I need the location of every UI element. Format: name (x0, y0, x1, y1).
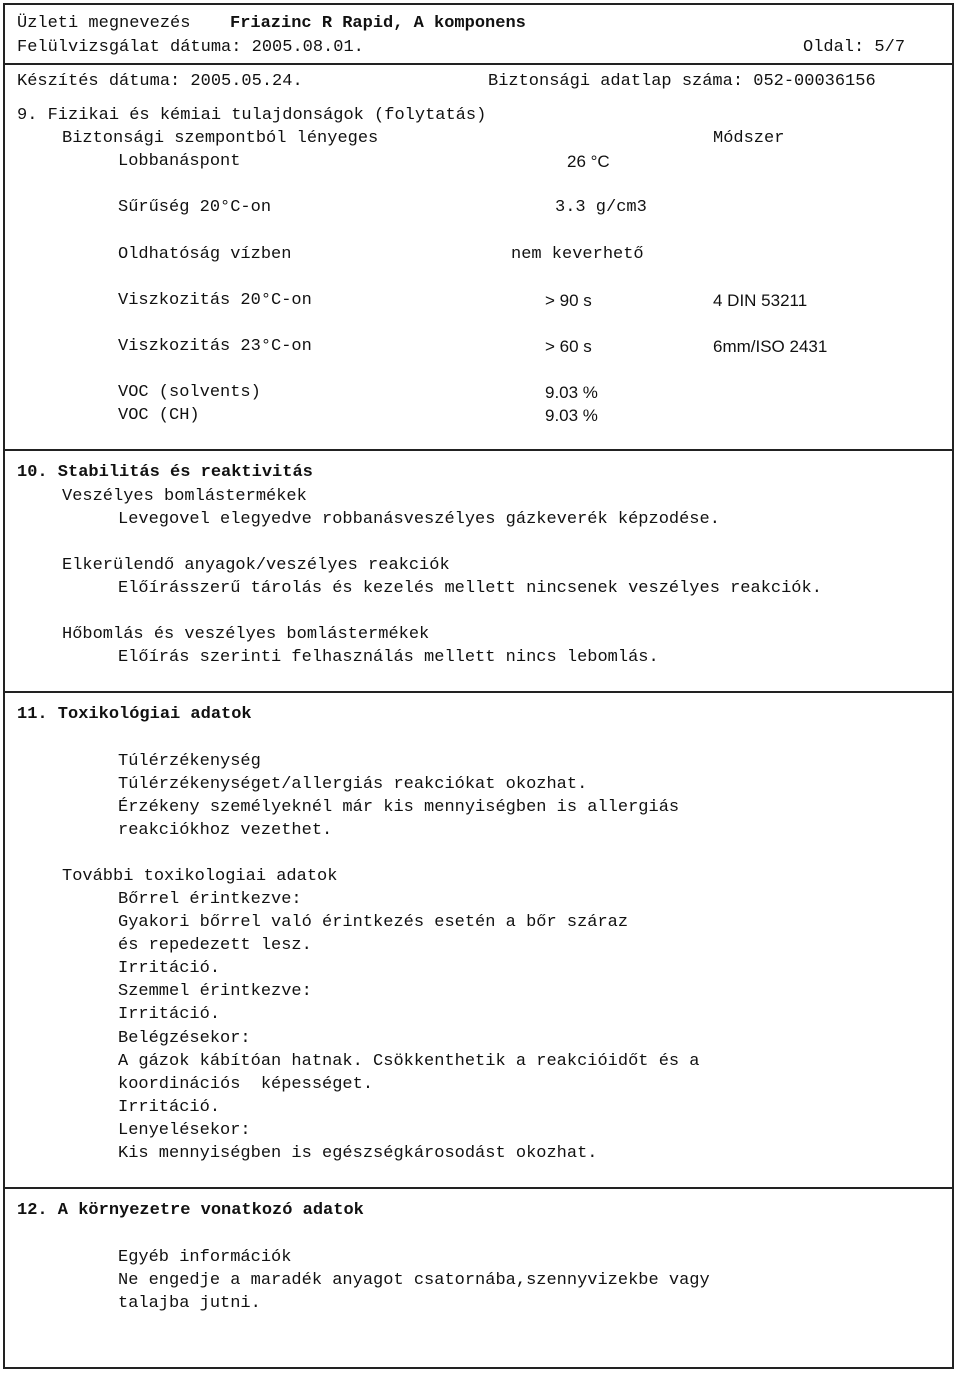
subsection-text: Előírásszerű tárolás és kezelés mellett nincsenek veszélyes reakciók. (118, 579, 822, 598)
property-name: Oldhatóság vízben (118, 245, 292, 264)
subsection-heading: Elkerülendő anyagok/veszélyes reakciók (62, 556, 450, 575)
section9-title: 9. Fizikai és kémiai tulajdonságok (folytatás) (17, 106, 487, 125)
section10-title: 10. Stabilitás és reaktivitás (17, 463, 313, 482)
property-value: nem keverhető (511, 245, 644, 264)
property-name: Viszkozitás 20°C-on (118, 291, 312, 310)
text-line: Érzékeny személyeknél már kis mennyiségben is allergiás (118, 798, 680, 817)
section9-subtitle: Biztonsági szempontból lényeges (62, 129, 379, 148)
created-date: Készítés dátuma: 2005.05.24. (17, 72, 303, 91)
text-line: Gyakori bőrrel való érintkezés esetén a bőr száraz (118, 913, 629, 932)
property-value: > 90 s (545, 291, 592, 310)
property-value: > 60 s (545, 337, 592, 356)
product-label: Üzleti megnevezés (17, 14, 191, 33)
text-line: Bőrrel érintkezve: (118, 890, 302, 909)
section-divider (3, 1187, 954, 1189)
property-value: 3.3 g/cm3 (555, 198, 647, 217)
text-line: A gázok kábítóan hatnak. Csökkenthetik a reakcióidőt és a (118, 1052, 700, 1071)
method-header: Módszer (713, 129, 785, 148)
property-name: Lobbanáspont (118, 152, 241, 171)
subsection-heading: Túlérzékenység (118, 752, 261, 771)
subsection-heading: További toxikologiai adatok (62, 867, 338, 886)
property-value: 9.03 % (545, 406, 598, 425)
text-line: Belégzésekor: (118, 1029, 251, 1048)
property-value: 9.03 % (545, 383, 598, 402)
text-line: Lenyelésekor: (118, 1121, 251, 1140)
subsection-text: Levegovel elegyedve robbanásveszélyes gázkeverék képzodése. (118, 510, 720, 529)
text-line: és repedezett lesz. (118, 936, 312, 955)
section11-title: 11. Toxikológiai adatok (17, 705, 252, 724)
text-line: Ne engedje a maradék anyagot csatornába,szennyvizekbe vagy (118, 1271, 710, 1290)
subsection-heading: Hőbomlás és veszélyes bomlástermékek (62, 625, 430, 644)
property-name: VOC (CH) (118, 406, 200, 425)
section12-title: 12. A környezetre vonatkozó adatok (17, 1201, 364, 1220)
property-value: 26 °C (567, 152, 610, 171)
subsection-heading: Veszélyes bomlástermékek (62, 487, 307, 506)
text-line: reakciókhoz vezethet. (118, 821, 333, 840)
product-name: Friazinc R Rapid, A komponens (230, 14, 526, 33)
section-divider (3, 691, 954, 693)
property-name: Sűrűség 20°C-on (118, 198, 272, 217)
property-method: 4 DIN 53211 (713, 291, 808, 310)
page-number: Oldal: 5/7 (803, 38, 906, 57)
text-line: Kis mennyiségben is egészségkárosodást okozhat. (118, 1144, 598, 1163)
property-name: Viszkozitás 23°C-on (118, 337, 312, 356)
header-divider (3, 63, 954, 65)
property-name: VOC (solvents) (118, 383, 261, 402)
text-line: Irritáció. (118, 959, 221, 978)
section-divider (3, 449, 954, 451)
text-line: Irritáció. (118, 1098, 221, 1117)
sds-number: Biztonsági adatlap száma: 052-00036156 (488, 72, 876, 91)
subsection-text: Előírás szerinti felhasználás mellett nincs lebomlás. (118, 648, 659, 667)
text-line: Szemmel érintkezve: (118, 982, 312, 1001)
text-line: Túlérzékenységet/allergiás reakciókat okozhat. (118, 775, 588, 794)
subsection-heading: Egyéb információk (118, 1248, 292, 1267)
text-line: talajba jutni. (118, 1294, 261, 1313)
revision-date: Felülvizsgálat dátuma: 2005.08.01. (17, 38, 364, 57)
property-method: 6mm/ISO 2431 (713, 337, 828, 356)
text-line: koordinációs képességet. (118, 1075, 374, 1094)
text-line: Irritáció. (118, 1005, 221, 1024)
